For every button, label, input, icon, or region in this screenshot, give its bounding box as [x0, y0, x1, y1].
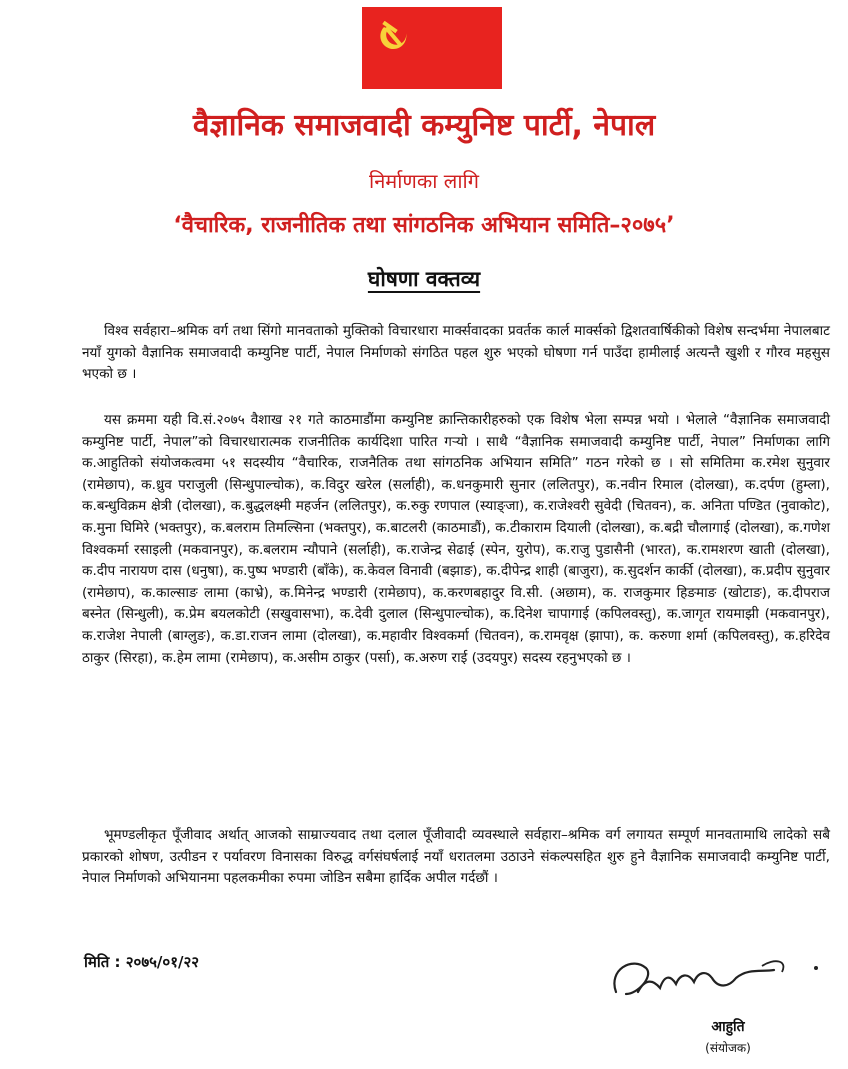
- paragraph-members: यस क्रममा यही वि.सं.२०७५ वैशाख २१ गते काठमाडौंमा कम्युनिष्ट क्रान्तिकारीहरुको एक विशेष भेला सम्पन्न भयो । भेलाले “वैज्ञानिक समाजवादी कम्युनिष्ट पार्टी, नेपाल”को विचारधारात्मक राजनीतिक कार्यदिशा पारित गर्‍यो । साथै “वैज्ञानिक समाजवादी कम्युनिष्ट पार्टी, नेपाल” निर्माणका लागि क.आहुतिको संयोजकत्वमा ५१ सदस्यीय “वैचारिक, राजनैतिक तथा सांगठनिक अभियान समिति” गठन गरेको छ । सो समितिमा क.रमेश सुनुवार (रामेछाप), क.ध्रुव पराजुली (सिन्धुपाल्चोक), क.विदुर खरेल (सर्लाही), क.धनकुमारी सुनार (ललितपुर), क.नवीन रिमाल (दोलखा), क.दर्पण (हुम्ला), क.बन्धुविक्रम क्षेत्री (दोलखा), क.बुद्धलक्ष्मी महर्जन (ललितपुर), क.रुकु रणपाल (स्याङ्जा), क.राजेश्वरी सुवेदी (चितवन), क. अनिता पण्डित (नुवाकोट), क.मुना घिमिरे (भक्तपुर), क.बलराम तिमल्सिना (भक्तपुर), क.बाटलरी (काठमाडौं), क.टीकाराम दियाली (दोलखा), क.बद्री चौलागाई (दोलखा), क.गणेश विश्वकर्मा रसाइली (मकवानपुर), क.बलराम न्यौपाने (सर्लाही), क.राजेन्द्र सेढाई (स्पेन, युरोप), क.राजु पुडासैनी (भारत), क.रामशरण खाती (दोलखा), क.दीप नारायण दास (धनुषा), क.पुष्प भण्डारी (बाँके), क.केवल विनावी (बझाङ), क.दीपेन्द्र शाही (बाजुरा), क.सुदर्शन कार्की (दोलखा), क.प्रदीप सुनुवार (रामेछाप), क.काल्साङ लामा (काभ्रे), क.मिनेन्द्र भण्डारी (रामेछाप), क.करणबहादुर वि.सी. (अछाम), क. राजकुमार हिङमाङ (खोटाङ), क.दीपराज बस्नेत (सिन्धुली), क.प्रेम बयलकोटी (सखुवासभा), क.देवी दुलाल (सिन्धुपाल्चोक), क.दिनेश चापागाई (कपिलवस्तु), क.जागृत रायमाझी (मकवानपुर), क.राजेश नेपाली (बाग्लुङ), क.डा.राजन लामा (दोलखा), क.महावीर विश्वकर्मा (चितवन), क.रामवृक्ष (झापा), क. करुणा शर्मा (कपिलवस्तु), क.हरिदेव ठाकुर (सिरहा), क.हेम लामा (रामेछाप), क.असीम ठाकुर (पर्सा), क.अरुण राई (उदयपुर) सदस्य रहनुभएको छ ।: [82, 412, 830, 666]
- committee-name: ‘वैचारिक, राजनीतिक तथा सांगठनिक अभियान समिति–२०७५’: [173, 213, 675, 238]
- paragraph-intro: विश्व सर्वहारा–श्रमिक वर्ग तथा सिंगो मानवताको मुक्तिको विचारधारा मार्क्सवादका प्रवर्तक कार्ल मार्क्सको द्विशतवार्षिकीको विशेष सन्दर्भमा नेपालबाट नयाँ युगको वैज्ञानिक समाजवादी कम्युनिष्ट पार्टी, नेपाल निर्माणको संगठित पहल शुरु भएको घोषणा गर्न पाउँदा हामीलाई अत्यन्तै खुशी र गौरव महसुस भएको छ ।: [82, 323, 830, 383]
- document-heading: [0, 265, 848, 293]
- paragraph-appeal: भूमण्डलीकृत पूँजीवाद अर्थात् आजको साम्राज्यवाद तथा दलाल पूँजीवादी व्यवस्थाले सर्वहारा–श्रमिक वर्ग लगायत सम्पूर्ण मानवतामाथि लादेको सबै प्रकारको शोषण, उत्पीडन र पर्यावरण विनासका विरुद्ध वर्गसंघर्षलाई नयाँ धरातलमा उठाउने संकल्पसहित शुरु हुने वैज्ञानिक समाजवादी कम्युनिष्ट पार्टी, नेपाल निर्माणको अभियानमा पहलकमीका रुपमा जोडिन सबैमा हार्दिक अपील गर्दछौं ।: [82, 827, 830, 887]
- document-heading-text: घोषणा वक्तव्य: [367, 267, 481, 291]
- handwritten-signature: [602, 948, 842, 1018]
- hammer-and-sickle-icon: [376, 21, 412, 53]
- document-date: मिति : २०७५/०१/२२: [84, 953, 200, 971]
- signer-block: [688, 1017, 768, 1056]
- party-title: वैज्ञानिक समाजवादी कम्युनिष्ट पार्टी, नेपाल: [192, 108, 656, 143]
- party-subtitle: निर्माणका लागि: [369, 169, 479, 193]
- party-flag: [362, 7, 502, 89]
- signer-name: आहुति: [711, 1019, 745, 1035]
- signer-role: (संयोजक): [705, 1041, 751, 1055]
